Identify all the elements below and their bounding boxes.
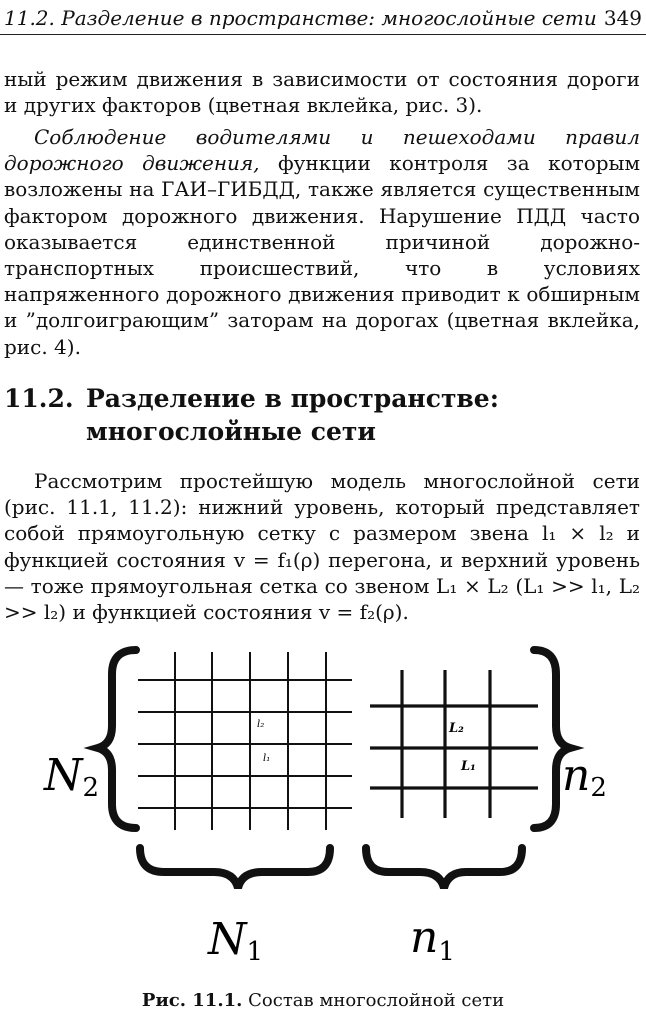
coarse-cell-label-top: L₂ [449, 721, 464, 736]
fine-cell-label-bottom: l₁ [263, 753, 271, 764]
section-heading [4, 382, 640, 448]
paragraph-body: функции контроля за которым возложены на ГАИ–ГИБДД, также является существенным фактором дорожного движения. Нарушение ПДД часто оказывается единственной причиной дорожно-транспортных происшествий, что в условиях напряженного дорожного движения приводит к обширным и ”долгоиграющим” заторам на дорогах (цветная вклейка, рис. 4). [4, 151, 641, 359]
section-title-line2: многослойные сети [86, 417, 376, 446]
right-vertical-brace [534, 650, 570, 828]
running-header [0, 4, 646, 35]
coarse-grid [370, 670, 538, 818]
caption-text: Состав многослойной сети [248, 990, 505, 1011]
right-bottom-label: n1 [410, 912, 455, 967]
running-title: 11.2. Разделение в пространстве: многослойные сети [4, 6, 597, 30]
left-bottom-label: N1 [208, 914, 264, 967]
right-bottom-brace [366, 848, 522, 888]
section-title-line1: Разделение в пространстве: [86, 384, 499, 413]
left-vertical-brace [98, 650, 136, 828]
paragraph-italic-lead: Соблюдение водителями и пешеходами правил дорожного движения, [4, 125, 640, 176]
right-vertical-label: n2 [562, 750, 607, 803]
fine-grid [138, 652, 352, 830]
section-number: 11.2. [4, 384, 74, 413]
coarse-cell-label-bottom: L₁ [461, 759, 476, 774]
page-number: 349 [603, 6, 642, 30]
fine-cell-label-top: l₂ [257, 719, 265, 730]
figure-caption [0, 990, 646, 1011]
left-bottom-brace [140, 848, 330, 888]
caption-label: Рис. 11.1. [141, 990, 243, 1011]
paragraph-model-description: Рассмотрим простейшую модель многослойной сети (рис. 11.1, 11.2): нижний уровень, который представляет собой прямоугольную сетку с размером звена l₁ × l₂ и функцией состояния v = f₁(ρ) перегона, и верхний уровень — тоже прямоугольная сетка со звеном L₁ × L₂ (L₁ >> l₁, L₂ >> l₂) и функцией состояния v = f₂(ρ). [4, 469, 640, 625]
paragraph-continuation: ный режим движения в зависимости от состояния дороги и других факторов (цветная вклейка, рис. 3). [4, 67, 640, 118]
network-diagram [0, 640, 646, 970]
paragraph-traffic-rules [4, 124, 640, 360]
figure-multilayer-network [0, 640, 646, 970]
left-vertical-label: N2 [44, 750, 100, 803]
